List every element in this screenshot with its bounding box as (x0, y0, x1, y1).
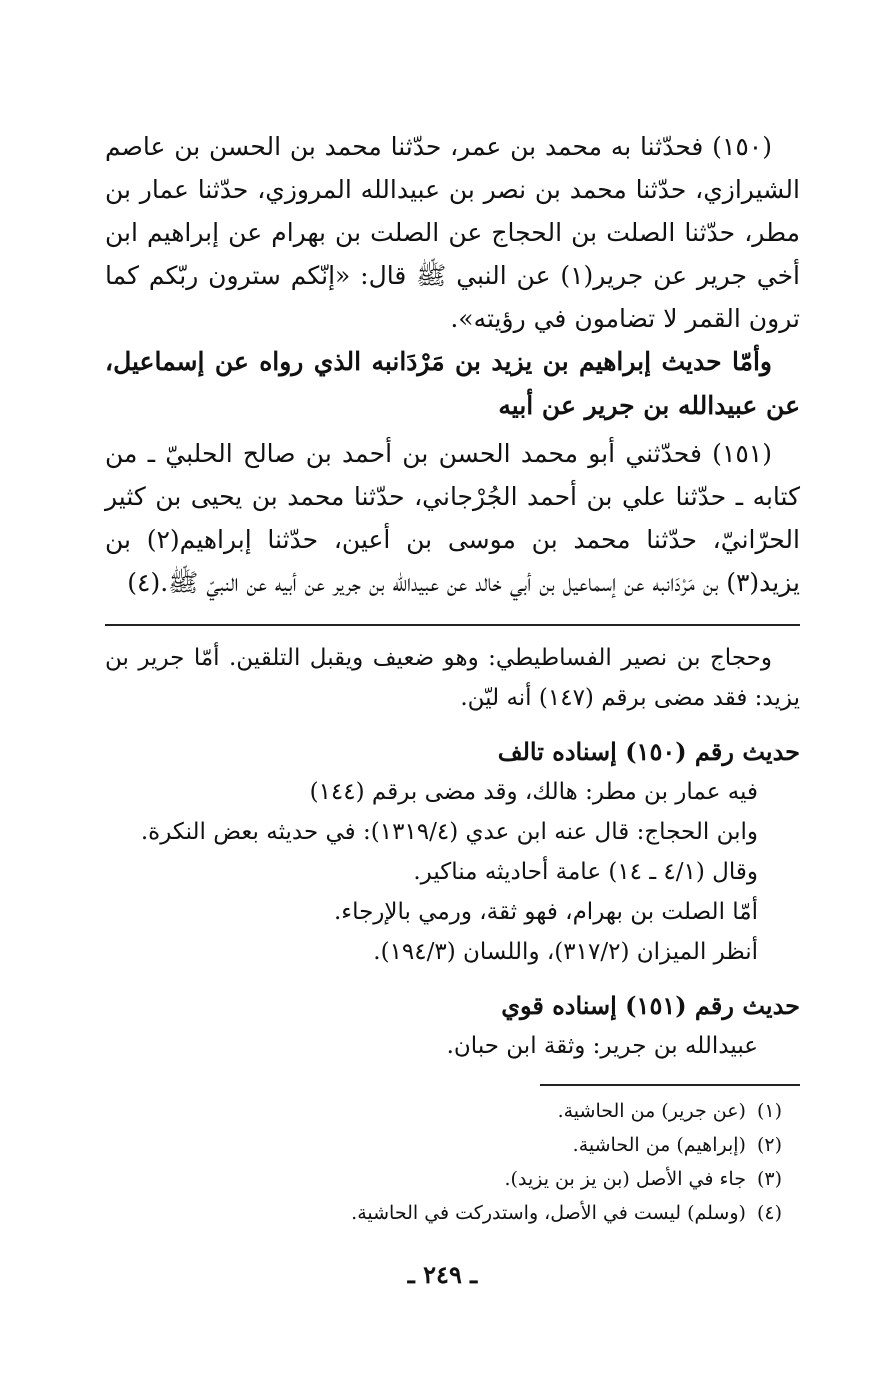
grading-line: عبيدالله بن جرير: وثقة ابن حبان. (446, 1033, 758, 1059)
commentary-block (105, 638, 800, 1066)
footnote-rule (540, 1084, 800, 1086)
grading-line: فيه عمار بن مطر: هالك، وقد مضى برقم (١٤٤) (309, 779, 758, 805)
footnote-number: (٣) (756, 1168, 782, 1190)
hadith-150-text: (١٥٠) فحدّثنا به محمد بن عمر، حدّثنا محمد بن الحسن بن عاصم الشيرازي، حدّثنا محمد بن نصر بن عبيدالله المروزي، حدّثنا عمار بن مطر، حدّثنا الصلت بن الحجاج عن الصلت بن بهرام عن إبراهيم ابن أخي جرير عن جرير(١) عن النبي ﷺ قال: «إنّكم سترون ربّكم كما ترون القمر لا تضامون في رؤيته». (105, 132, 800, 333)
footnote-text: (عن جرير) من الحاشية. (557, 1100, 746, 1122)
footnote-text: (إبراهيم) من الحاشية. (572, 1134, 746, 1156)
footnotes (105, 1094, 800, 1230)
divider-rule (105, 624, 800, 626)
footnote-item (105, 1128, 800, 1162)
grading-heading-151: حديث رقم (١٥١) إسناده قوي (501, 991, 800, 1020)
footnote-text: جاء في الأصل (بن يز بن يزيد). (504, 1168, 746, 1190)
footnote-item (105, 1094, 800, 1128)
grading-line: أنظر الميزان (٣١٧/٢)، واللسان (١٩٤/٣). (373, 939, 758, 965)
section-heading: وأمّا حديث إبراهيم بن يزيد بن مَرْدَانبه الذي رواه عن إسماعيل، عن عبيدالله بن جرير عن أبيه (105, 347, 800, 420)
page-body (105, 125, 800, 1230)
grading-line: وقال (٤/١ ـ ١٤) عامة أحاديثه مناكير. (413, 859, 758, 885)
footnote-number: (٢) (756, 1134, 782, 1156)
page-number: ـ ٢٤٩ ـ (407, 1260, 478, 1289)
footnote-item (105, 1196, 800, 1230)
hadith-151-text: (١٥١) فحدّثني أبو محمد الحسن بن أحمد بن صالح الحلبيّ ـ من كتابه ـ حدّثنا علي بن أحمد الجُرْجاني، حدّثنا محمد بن يحيى بن كثير الحرّانيّ، حدّثنا محمد بن موسى بن أعين، حدّثنا إبراهيم(٢) بن يزيد(٣) بن مَرْدَانبه عن إسماعيل بن أبي خالد عن عبيدالله بن جرير عن أبيه عن النبيّ ﷺ.(٤) (105, 439, 800, 597)
grading-heading-150: حديث رقم (١٥٠) إسناده تالف (497, 737, 800, 766)
grading-line: وابن الحجاج: قال عنه ابن عدي (١٣١٩/٤): في حديثه بعض النكرة. (140, 819, 758, 845)
footnote-item (105, 1162, 800, 1196)
footnote-number: (١) (756, 1100, 782, 1122)
footnote-text: (وسلم) ليست في الأصل، واستدركت في الحاشية. (351, 1202, 746, 1224)
commentary-paragraph: وحجاج بن نصير الفساطيطي: وهو ضعيف ويقبل التلقين. أمّا جرير بن يزيد: فقد مضى برقم (١٤٧) أنه ليّن. (105, 645, 800, 711)
grading-line: أمّا الصلت بن بهرام، فهو ثقة، ورمي بالإرجاء. (333, 899, 758, 925)
footnote-number: (٤) (756, 1202, 782, 1224)
